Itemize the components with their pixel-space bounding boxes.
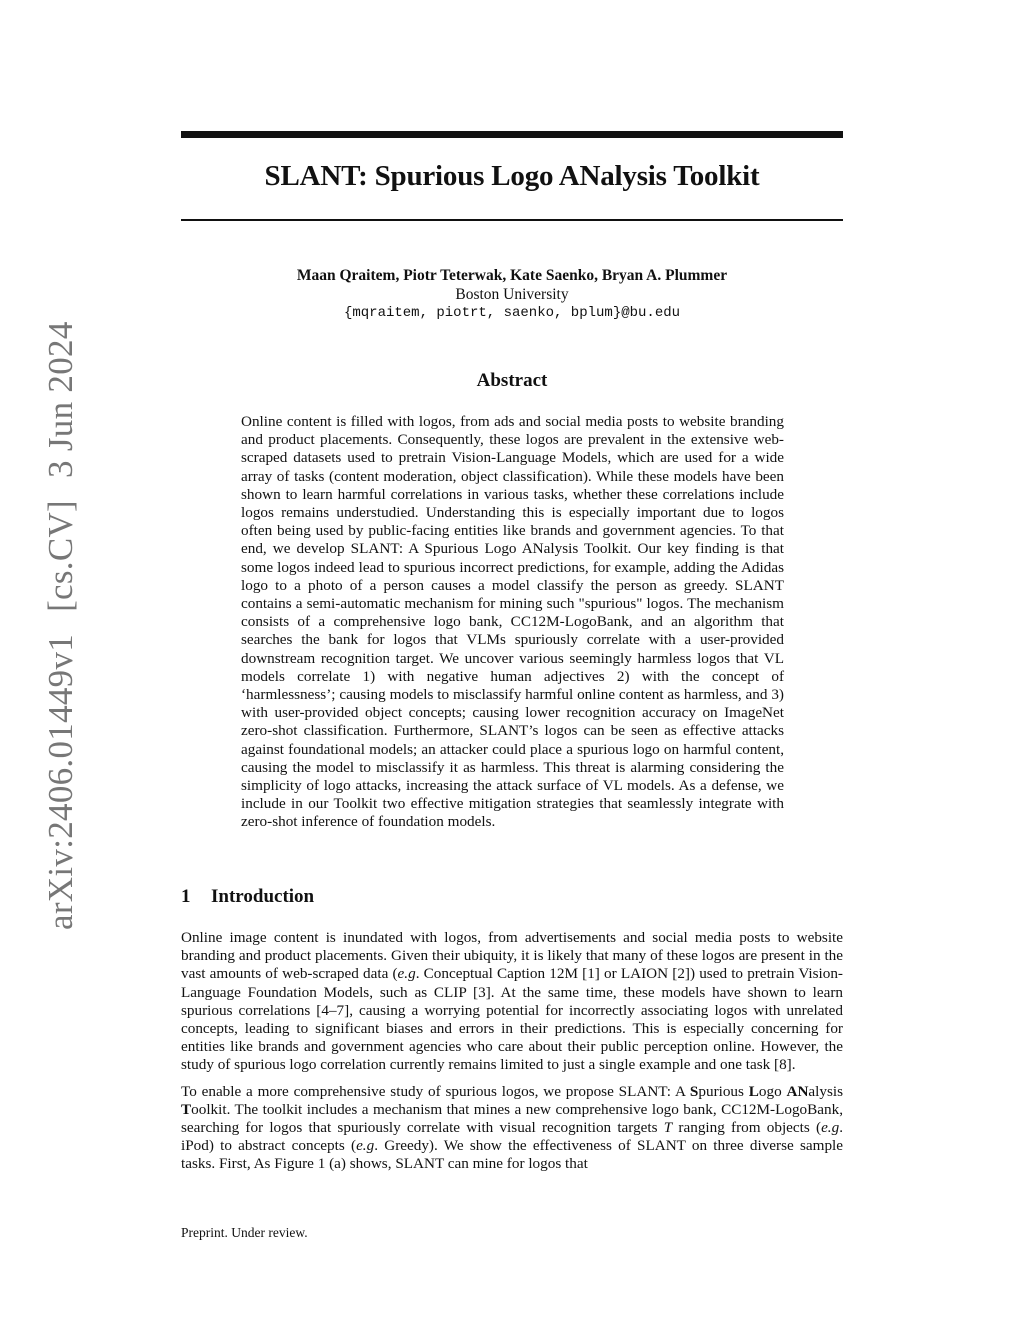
affiliation: Boston University [455,286,569,303]
section-title: Introduction [211,886,315,907]
section-heading-introduction [181,886,314,908]
abstract-heading: Abstract [476,370,548,391]
author-emails: {mqraitem, piotrt, saenko, bplum}@bu.edu [343,305,681,321]
paragraph-1: Online image content is inundated with logos, from advertisements and social media posts to website branding and product placements. Given their ubiquity, it is likely that many of these logos are present in the vast amounts of web-scraped data (e.g. Conceptual Caption 12M [1] or LAION [2]) used to pretrain Vision-Language Foundation Models, such as CLIP [3]. At the same time, these models have shown to learn spurious correlations [4–7], causing a worrying potential for incorrectly associating logos with unrelated concepts, leading to significant biases and errors in their predictions. This is especially concerning for entities like brands and government agencies who care about their public perception online. However, the study of spurious logo correlation currently remains limited to just a single example and one task [8]. [181,929,843,1074]
arxiv-category: [cs.CV] [41,499,80,612]
abstract-text: Online content is filled with logos, from ads and social media posts to website branding and product placements. Consequently, these logos are prevalent in the extensive web-scraped datasets used to pretrain Vision-Language Models, which are used for a wide array of tasks (content moderation, object classification). While these models have been shown to learn harmful correlations in various tasks, whether these correlations include logos remains understudied. Understanding this is especially important due to logos often being used by public-facing entities like brands and government agencies. To that end, we develop SLANT: A Spurious Logo ANalysis Toolkit. Our key finding is that some logos indeed lead to spurious incorrect predictions, for example, adding the Adidas logo to a photo of a person causes a model classify the person as greedy. SLANT contains a semi-automatic mechanism for mining such "spurious" logos. The mechanism consists of a comprehensive logo bank, CC12M-LogoBank, and an algorithm that searches the bank for logos that VLMs spuriously correlate with a user-provided downstream recognition target. We uncover various seemingly harmless logos that VL models correlate 1) with negative human adjectives 2) with the concept of ‘harmlessness’; causing models to misclassify harmful online content as harmless, and 3) with user-provided object concepts; causing lower recognition accuracy on ImageNet zero-shot classification. Furthermore, SLANT’s logos can be seen as effective attacks against foundational models; an attacker could place a spurious logo on harmful content, causing the model to misclassify it as harmless. This threat is alarming considering the simplicity of logo attacks, increasing the attack surface of VL models. As a defense, we include in our Toolkit two effective mitigation strategies that seamlessly integrate with zero-shot inference of foundation models. [241,413,784,831]
introduction-body [181,929,843,1182]
arxiv-stamp [41,321,81,930]
section-number: 1 [181,886,191,907]
paper-title: SLANT: Spurious Logo ANalysis Toolkit [264,160,760,192]
arxiv-date: 3 Jun 2024 [41,321,80,478]
preprint-footer: Preprint. Under review. [181,1225,308,1240]
title-bottom-rule [181,219,843,221]
author-list: Maan Qraitem, Piotr Teterwak, Kate Saenko, Bryan A. Plummer [296,267,728,284]
title-top-rule [181,131,843,138]
arxiv-id: arXiv:2406.01449v1 [41,633,80,930]
paragraph-2: To enable a more comprehensive study of spurious logos, we propose SLANT: A Spurious Logo ANalysis Toolkit. The toolkit includes a mechanism that mines a new comprehensive logo bank, CC12M-LogoBank, searching for logos that spuriously correlate with visual recognition targets T ranging from objects (e.g. iPod) to abstract concepts (e.g. Greedy). We show the effectiveness of SLANT on three diverse sample tasks. First, As Figure 1 (a) shows, SLANT can mine for logos that [181,1082,844,1173]
